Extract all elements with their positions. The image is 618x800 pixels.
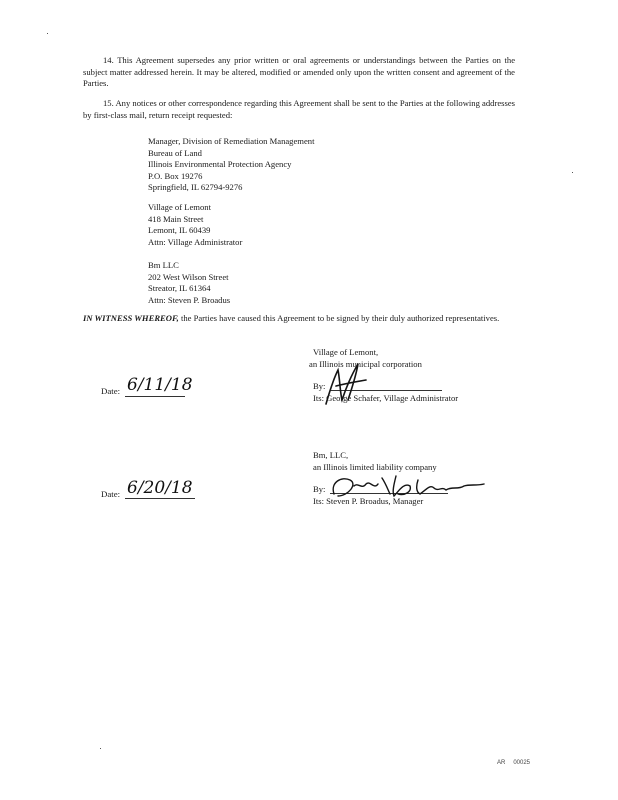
bm-date-value: 6/20/18 [127,478,193,498]
address-village [148,202,242,248]
clause-14-number: 14. [103,55,114,65]
address-line: 418 Main Street [148,213,204,224]
footer-page-id: 00025 [513,760,530,766]
address-line: 202 West Wilson Street [148,271,229,282]
address-line: Springfield, IL 62794-9276 [148,182,243,193]
footer-prefix: AR [496,760,506,766]
witness-lead: IN WITNESS WHEREOF, [83,313,179,323]
scan-speck [572,172,573,173]
village-its: Its: George Schafer, Village Administrator [313,393,459,403]
village-date-value: 6/11/18 [127,375,193,395]
address-line: Bm LLC [148,260,179,270]
bm-its: Its: Steven P. Broadus, Manager [313,496,424,506]
address-bm [148,260,230,306]
village-entity-name: Village of Lemont, [313,347,379,357]
address-line: Illinois Environmental Protection Agency [148,159,292,170]
address-iepa [148,136,314,194]
village-by-label: By: [313,381,326,391]
clause-14-text: This Agreement supersedes any prior written or oral agreements or understandings between the Parties on the subject matter addressed herein. It may be altered, modified or amended only upon the written consent and agreement of the Parties. [83,55,516,88]
witness-clause [83,313,515,325]
address-line: Attn: Steven P. Broadus [148,294,231,305]
address-line: Village of Lemont [148,202,211,212]
clause-15-text: Any notices or other correspondence regarding this Agreement shall be sent to the Parties at the following addresses by first-class mail, return receipt requested: [83,98,515,120]
address-line: Bureau of Land [148,147,202,158]
village-date-line [125,396,185,397]
clause-15-number: 15. [103,98,114,108]
bm-entity-name: Bm, LLC, [313,450,349,460]
address-line: Attn: Village Administrator [148,236,243,247]
address-line: P.O. Box 19276 [148,170,203,181]
address-line: Lemont, IL 60439 [148,225,211,236]
village-date-label: Date: [101,386,121,396]
bm-date-line [125,498,195,499]
address-line: Manager, Division of Remediation Management [148,136,315,146]
footer-page-stamp [489,760,530,766]
address-line: Streator, IL 61364 [148,283,211,294]
bm-by-label: By: [313,484,326,494]
scan-speck [47,33,48,34]
village-entity-desc: an Illinois municipal corporation [309,359,422,369]
witness-text: the Parties have caused this Agreement to be signed by their duly authorized representatives. [180,313,500,323]
clause-14 [83,55,515,90]
bm-date-label: Date: [101,489,121,499]
clause-15 [83,98,515,121]
bm-entity-desc: an Illinois limited liability company [313,462,437,472]
scan-speck [100,748,101,749]
